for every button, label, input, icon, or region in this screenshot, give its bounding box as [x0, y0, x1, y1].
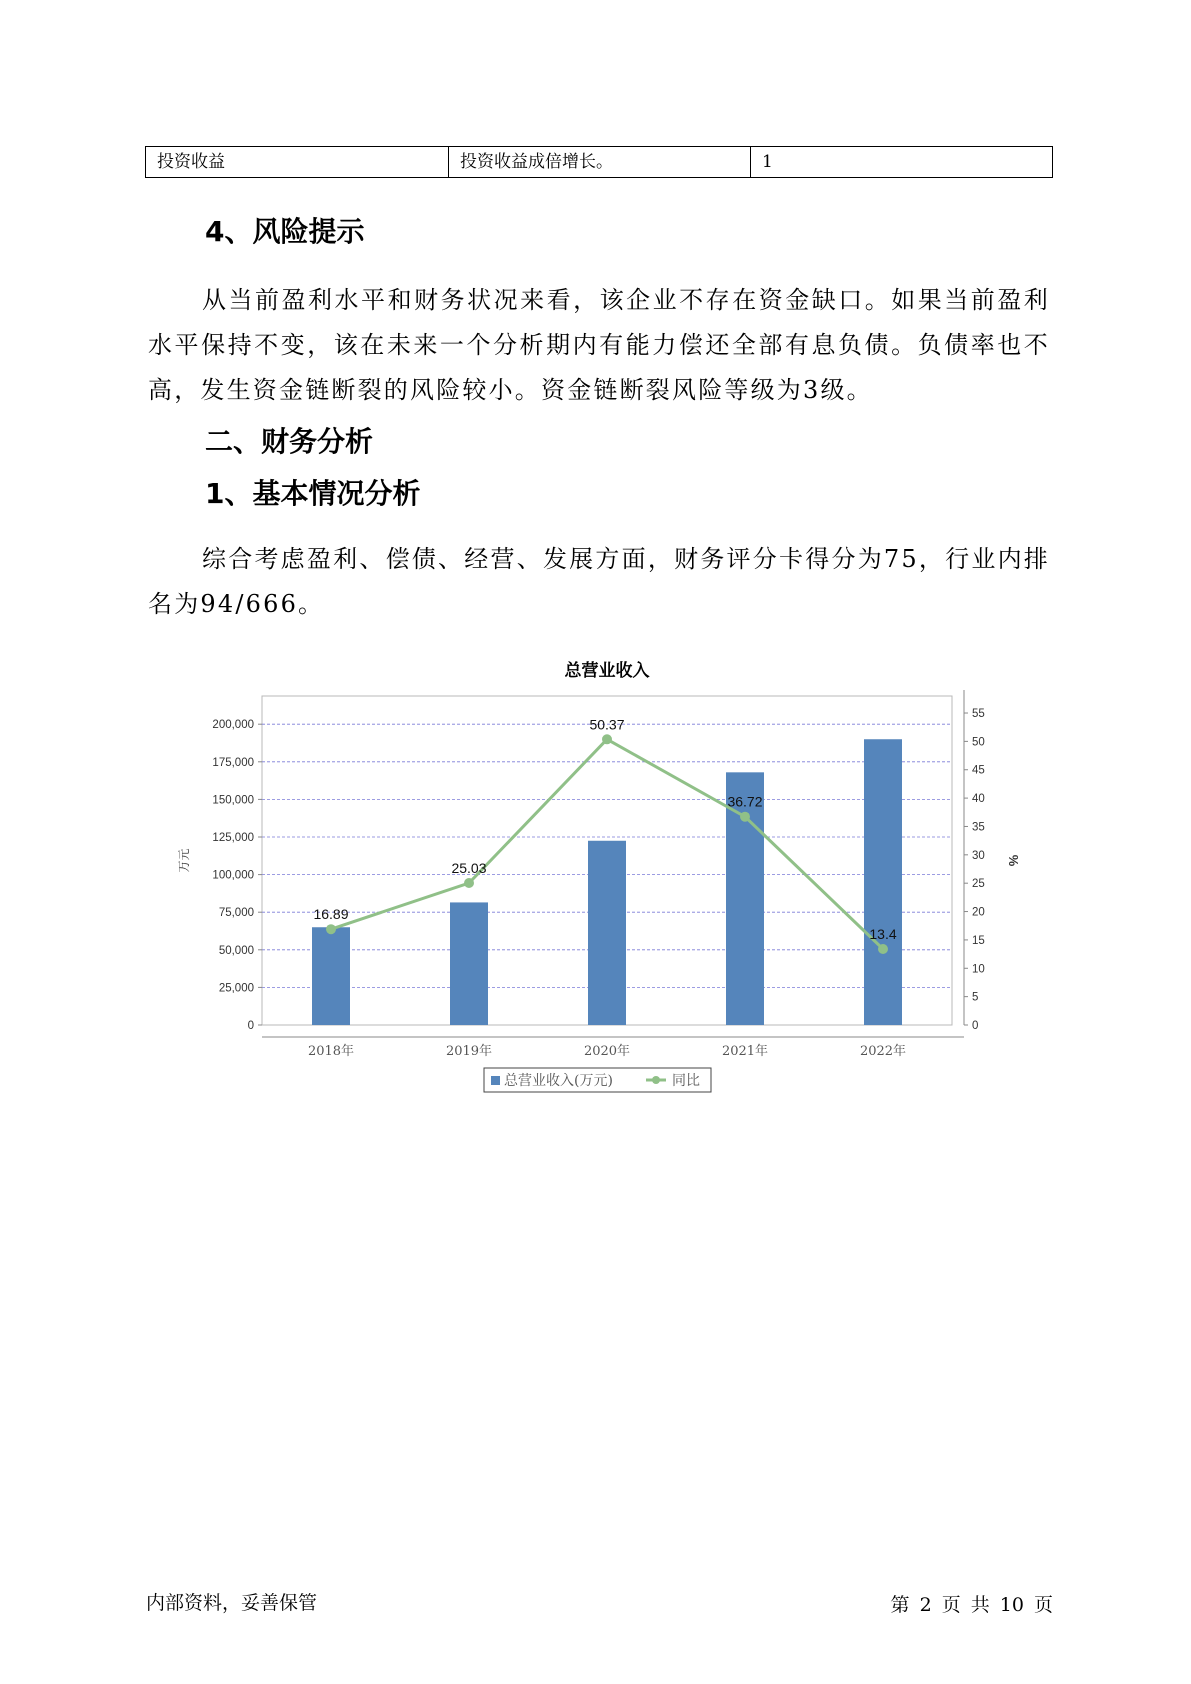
revenue-bar	[312, 927, 350, 1025]
yoy-data-label: 25.03	[451, 860, 487, 877]
yoy-data-label: 13.4	[869, 925, 897, 942]
y-tick-label: 0	[247, 1020, 254, 1032]
table-cell-item: 投资收益	[157, 152, 225, 172]
y2-tick-label: 35	[972, 821, 985, 834]
y2-tick-label: 5	[972, 991, 979, 1004]
y-tick-label: 175,000	[212, 756, 254, 769]
y2-tick-label: 25	[972, 878, 985, 891]
y2-tick-label: 15	[972, 934, 985, 947]
legend-line-label: 同比	[672, 1073, 700, 1089]
chart-title: 总营业收入	[564, 661, 650, 680]
y2-tick-label: 10	[972, 963, 985, 976]
finance-heading: 二、财务分析	[205, 425, 374, 458]
y-tick-label: 75,000	[218, 907, 254, 920]
risk-paragraph: 从当前盈利水平和财务状况来看，该企业不存在资金缺口。如果当前盈利水平保持不变，该在未来一个分析期内有能力偿还全部有息负债。负债率也不高，发生资金链断裂的风险较小。资金链断裂风险等级为3级。	[148, 286, 1050, 404]
revenue-chart	[170, 648, 1050, 1108]
yoy-data-label: 16.89	[313, 906, 349, 923]
y-tick-label: 125,000	[212, 832, 254, 844]
x-tick-label: 2022年	[859, 1044, 907, 1059]
yoy-point	[326, 924, 336, 934]
y-axis-label: 万元	[177, 848, 191, 873]
yoy-point	[602, 734, 612, 744]
yoy-data-label: 36.72	[727, 793, 763, 810]
yoy-data-label: 50.37	[589, 716, 625, 733]
revenue-bar	[588, 841, 626, 1025]
y2-tick-label: 45	[972, 764, 985, 777]
yoy-point	[878, 944, 888, 954]
x-tick-label: 2020年	[583, 1044, 631, 1059]
y2-tick-label: 55	[972, 708, 985, 721]
y2-tick-label: 0	[972, 1020, 979, 1032]
investment-income-row	[145, 146, 1053, 178]
revenue-bar	[450, 902, 488, 1025]
legend-line-marker	[652, 1076, 660, 1084]
y2-tick-label: 40	[972, 793, 985, 806]
basic-analysis-paragraph: 综合考虑盈利、偿债、经营、发展方面，财务评分卡得分为75，行业内排名为94/666。	[148, 545, 1050, 618]
legend-bar-swatch	[491, 1076, 500, 1085]
y2-axis-label: %	[1006, 854, 1021, 867]
y2-tick-label: 20	[972, 906, 985, 919]
yoy-point	[740, 812, 750, 822]
y-tick-label: 25,000	[218, 982, 254, 995]
y2-tick-label: 30	[972, 849, 985, 862]
y-tick-label: 50,000	[218, 944, 254, 957]
revenue-chart-svg	[170, 648, 1050, 1108]
footer-confidential: 内部资料，妥善保管	[146, 1592, 318, 1614]
y-tick-label: 150,000	[212, 794, 254, 807]
legend-bar-label: 总营业收入(万元)	[504, 1073, 613, 1089]
x-tick-label: 2018年	[307, 1044, 355, 1059]
x-tick-label: 2021年	[721, 1044, 769, 1059]
footer-page-number: 第 2 页 共 10 页	[890, 1594, 1053, 1616]
yoy-point	[464, 878, 474, 888]
basic-analysis-heading: 1、基本情况分析	[205, 477, 421, 510]
y2-tick-label: 50	[972, 736, 985, 749]
table-cell-score: 1	[750, 147, 1052, 177]
x-tick-label: 2019年	[445, 1044, 493, 1059]
revenue-bar	[864, 739, 902, 1025]
risk-heading: 4、风险提示	[205, 215, 365, 248]
table-cell-description: 投资收益成倍增长。	[448, 147, 750, 177]
y-tick-label: 100,000	[212, 869, 254, 882]
y-tick-label: 200,000	[212, 719, 254, 732]
